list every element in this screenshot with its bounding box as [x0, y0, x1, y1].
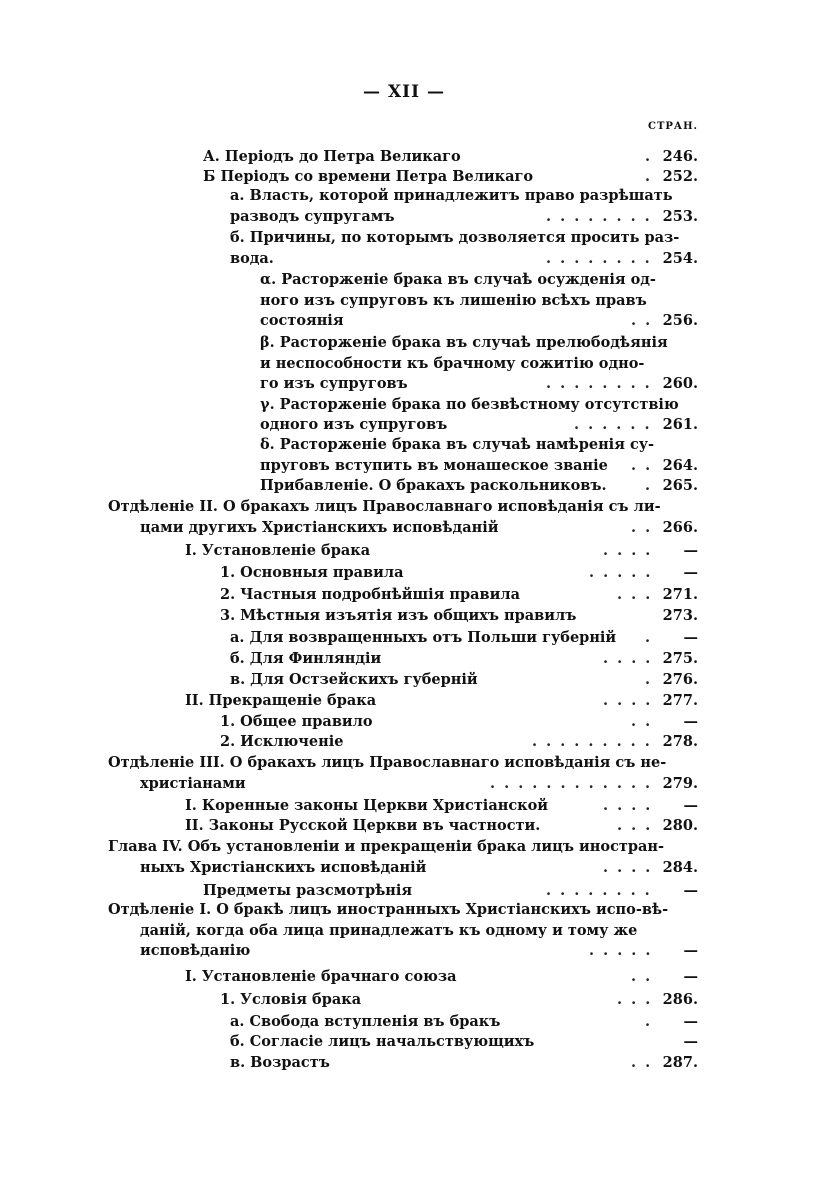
toc-entry-title: Отдѣленіе I. О бракѣ лицъ иностранныхъ Христіанскихъ испо-вѣ-	[108, 901, 669, 918]
toc-entry	[0, 920, 760, 941]
toc-entry	[0, 752, 760, 773]
toc-entry	[0, 227, 760, 248]
toc-entry-page: 253.	[662, 208, 698, 225]
toc-entry-title: I. Коренные законы Церкви Христіанской	[185, 797, 549, 814]
toc-entry-page: 246.	[662, 148, 698, 165]
toc-leader-dots: . . . . . . . .	[546, 375, 652, 392]
toc-entry-title: 1. Условія брака	[220, 991, 362, 1008]
toc-leader-dots: . . . .	[603, 797, 653, 814]
toc-entry-title: даній, когда оба лица принадлежатъ къ одному и тому же	[140, 922, 638, 939]
toc-entry-page: —	[683, 629, 698, 646]
toc-entry	[0, 269, 760, 290]
toc-entry	[0, 836, 760, 857]
toc-entry-page: 273.	[662, 607, 698, 624]
toc-entry-page: 252.	[662, 168, 698, 185]
toc-entry	[0, 899, 760, 920]
toc-entry-title: Прибавленіе. О бракахъ раскольниковъ.	[260, 477, 607, 494]
toc-leader-dots: . .	[631, 713, 653, 730]
toc-entry	[0, 731, 760, 752]
toc-entry-page: 261.	[662, 416, 698, 433]
toc-entry-page: 277.	[662, 692, 698, 709]
toc-leader-dots: .	[645, 671, 653, 688]
toc-entry	[0, 248, 760, 269]
toc-entry-page: 279.	[662, 775, 698, 792]
toc-entry-title: Глава IV. Объ установленіи и прекращеніи брака лицъ иностран-	[108, 838, 665, 855]
toc-entry-page: —	[683, 1013, 698, 1030]
page-number: — XII —	[363, 82, 445, 102]
toc-entry-title: а. Власть, которой принадлежитъ право разрѣшать	[230, 187, 673, 204]
toc-entry-title: I. Установленіе брачнаго союза	[185, 968, 457, 985]
toc-leader-dots: .	[645, 168, 653, 185]
toc-entry-page: 284.	[662, 859, 698, 876]
toc-entry-page: 275.	[662, 650, 698, 667]
toc-entry-title: 3. Мѣстныя изъятія изъ общихъ правилъ	[220, 607, 577, 624]
toc-entry	[0, 310, 760, 331]
toc-entry	[0, 1031, 760, 1052]
toc-entry	[0, 455, 760, 476]
toc-entry-title: в. Возрастъ	[230, 1054, 330, 1071]
toc-entry-title: ныхъ Христіанскихъ исповѣданій	[140, 859, 427, 876]
toc-entry-title: состоянія	[260, 312, 344, 329]
toc-leader-dots: . .	[631, 1054, 653, 1071]
toc-entry	[0, 394, 760, 415]
page-column-label: СТРАН.	[648, 121, 698, 132]
toc-entry-title: разводъ супругамъ	[230, 208, 395, 225]
toc-leader-dots: . . . . .	[589, 564, 653, 581]
toc-entry	[0, 353, 760, 374]
toc-entry-title: А. Періодъ до Петра Великаго	[203, 148, 461, 165]
toc-entry	[0, 540, 760, 561]
toc-entry-title: б. Для Финляндіи	[230, 650, 382, 667]
toc-entry-title: исповѣданію	[140, 942, 251, 959]
toc-entry-title: Отдѣленіе III. О бракахъ лицъ Православнаго исповѣданія съ не-	[108, 754, 667, 771]
toc-entry	[0, 669, 760, 690]
toc-leader-dots: .	[645, 629, 653, 646]
toc-entry	[0, 1052, 760, 1073]
toc-entry	[0, 584, 760, 605]
toc-entry	[0, 496, 760, 517]
toc-leader-dots: . . . .	[603, 859, 653, 876]
toc-entry-title: цами другихъ Христіанскихъ исповѣданій	[140, 519, 499, 536]
toc-leader-dots: .	[645, 148, 653, 165]
toc-entry-title: а. Для возвращенныхъ отъ Польши губерній	[230, 629, 617, 646]
toc-entry-title: Отдѣленіе II. О бракахъ лицъ Православнаго исповѣданія съ ли-	[108, 498, 661, 515]
toc-entry-title: ного изъ супруговъ къ лишенію всѣхъ правъ	[260, 292, 647, 309]
toc-entry-page: —	[683, 942, 698, 959]
toc-entry	[0, 815, 760, 836]
toc-leader-dots: . .	[631, 457, 653, 474]
toc-entry	[0, 434, 760, 455]
toc-entry-title: γ. Расторженіе брака по безвѣстному отсутствію	[260, 396, 679, 413]
toc-entry-page: —	[683, 564, 698, 581]
toc-entry	[0, 1011, 760, 1032]
toc-entry	[0, 332, 760, 353]
toc-entry-page: 271.	[662, 586, 698, 603]
toc-entry-page: —	[683, 968, 698, 985]
toc-entry-title: пруговъ вступить въ монашеское званіе	[260, 457, 608, 474]
toc-entry	[0, 414, 760, 435]
toc-entry-page: 265.	[662, 477, 698, 494]
toc-entry	[0, 206, 760, 227]
toc-leader-dots: . .	[631, 519, 653, 536]
toc-entry-title: II. Прекращеніе брака	[185, 692, 377, 709]
toc-entry	[0, 166, 760, 187]
toc-entry-title: 1. Общее правило	[220, 713, 373, 730]
toc-entry	[0, 795, 760, 816]
toc-leader-dots: . . . . . .	[574, 416, 652, 433]
toc-entry-page: 276.	[662, 671, 698, 688]
toc-entry	[0, 880, 760, 901]
toc-entry-title: β. Расторженіе брака въ случаѣ прелюбодѣянія	[260, 334, 668, 351]
toc-leader-dots: . . .	[617, 586, 653, 603]
toc-entry-page: —	[683, 882, 698, 899]
toc-leader-dots: . . . . . . . . .	[532, 733, 652, 750]
toc-leader-dots: . . . . . . . .	[546, 250, 652, 267]
toc-entry-title: 2. Частныя подробнѣйшія правила	[220, 586, 520, 603]
toc-entry	[0, 690, 760, 711]
toc-entry-page: —	[683, 797, 698, 814]
toc-leader-dots: . . . . .	[589, 942, 653, 959]
toc-entry-title: в. Для Остзейскихъ губерній	[230, 671, 478, 688]
toc-entry-page: 266.	[662, 519, 698, 536]
toc-entry	[0, 562, 760, 583]
toc-entry	[0, 989, 760, 1010]
toc-leader-dots: . .	[631, 312, 653, 329]
toc-entry-title: II. Законы Русской Церкви въ частности.	[185, 817, 541, 834]
toc-entry-title: α. Расторженіе брака въ случаѣ осужденія од-	[260, 271, 656, 288]
toc-leader-dots: . . .	[617, 991, 653, 1008]
toc-entry-title: христіанами	[140, 775, 246, 792]
toc-entry-title: Б Періодъ со времени Петра Великаго	[203, 168, 534, 185]
toc-entry-title: 1. Основныя правила	[220, 564, 404, 581]
toc-entry-page: 280.	[662, 817, 698, 834]
toc-entry-page: —	[683, 1033, 698, 1050]
toc-leader-dots: . . . . . . . .	[546, 882, 652, 899]
toc-entry-page: —	[683, 713, 698, 730]
toc-leader-dots: . . .	[617, 817, 653, 834]
toc-entry	[0, 146, 760, 167]
toc-entry	[0, 773, 760, 794]
toc-entry-title: I. Установленіе брака	[185, 542, 371, 559]
toc-entry	[0, 627, 760, 648]
toc-entry-title: Предметы разсмотрѣнія	[203, 882, 413, 899]
toc-entry	[0, 290, 760, 311]
toc-entry	[0, 857, 760, 878]
toc-entry	[0, 373, 760, 394]
toc-leader-dots: . . . .	[603, 692, 653, 709]
toc-leader-dots: .	[645, 477, 653, 494]
toc-entry-title: го изъ супруговъ	[260, 375, 408, 392]
toc-leader-dots: . . . .	[603, 650, 653, 667]
toc-entry	[0, 605, 760, 626]
toc-entry-page: 260.	[662, 375, 698, 392]
toc-entry-page: 256.	[662, 312, 698, 329]
toc-entry-title: б. Причины, по которымъ дозволяется просить раз-	[230, 229, 680, 246]
toc-leader-dots: . .	[631, 968, 653, 985]
toc-entry-title: и неспособности къ брачному сожитію одно-	[260, 355, 645, 372]
toc-entry-page: 278.	[662, 733, 698, 750]
toc-entry-title: б. Согласіе лицъ начальствующихъ	[230, 1033, 535, 1050]
toc-entry	[0, 517, 760, 538]
toc-entry	[0, 966, 760, 987]
toc-entry-page: 286.	[662, 991, 698, 1008]
toc-entry	[0, 940, 760, 961]
toc-entry	[0, 648, 760, 669]
toc-entry-title: 2. Исключеніе	[220, 733, 344, 750]
toc-entry-title: а. Свобода вступленія въ бракъ	[230, 1013, 501, 1030]
toc-entry-page: —	[683, 542, 698, 559]
toc-leader-dots: . . . .	[603, 542, 653, 559]
toc-leader-dots: . . . . . . . . . . . .	[490, 775, 653, 792]
toc-entry-title: вода.	[230, 250, 274, 267]
toc-entry	[0, 711, 760, 732]
toc-entry	[0, 475, 760, 496]
toc-entry-title: одного изъ супруговъ	[260, 416, 448, 433]
toc-entry-page: 287.	[662, 1054, 698, 1071]
toc-leader-dots: . . . . . . . .	[546, 208, 652, 225]
toc-entry-page: 254.	[662, 250, 698, 267]
toc-entry-title: δ. Расторженіе брака въ случаѣ намѣренія су-	[260, 436, 655, 453]
toc-leader-dots: .	[645, 1013, 653, 1030]
toc-entry-page: 264.	[662, 457, 698, 474]
toc-entry	[0, 185, 760, 206]
